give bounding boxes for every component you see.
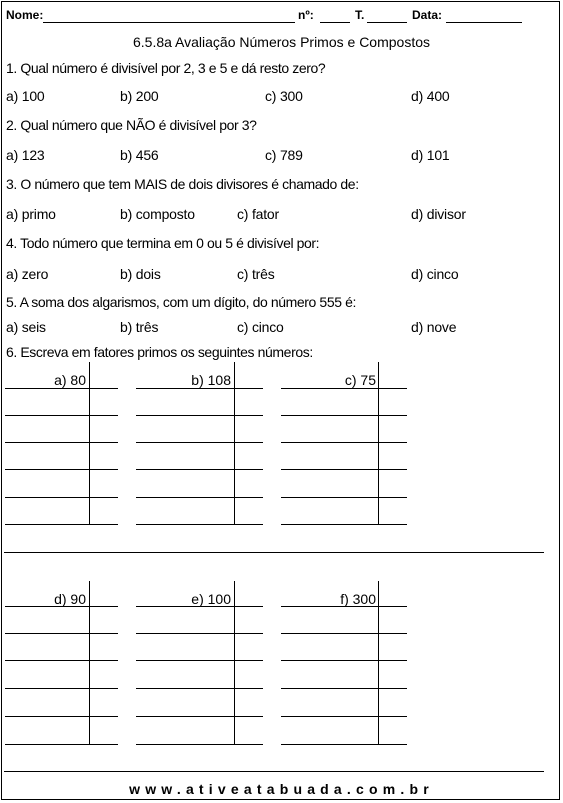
- factor-grid-vertical-line: [234, 362, 235, 524]
- factor-grid-answer-line[interactable]: [136, 469, 263, 470]
- factor-grid-answer-line[interactable]: [136, 442, 263, 443]
- question-4-option-c: c) três: [237, 266, 275, 282]
- footer-url: www.ativeatabuada.com.br: [129, 781, 434, 797]
- question-3-option-d: d) divisor: [411, 206, 466, 222]
- factor-grid-answer-line[interactable]: [281, 442, 407, 443]
- question-1-option-a: a) 100: [6, 88, 45, 104]
- question-2-option-a: a) 123: [6, 147, 45, 163]
- factor-grid-answer-line[interactable]: [136, 744, 263, 745]
- factor-grid-answer-line[interactable]: [281, 524, 407, 525]
- factor-grid-answer-line[interactable]: [136, 497, 263, 498]
- question-5-option-a: a) seis: [6, 319, 46, 335]
- factor-grid-answer-line[interactable]: [5, 524, 118, 525]
- question-3-text: 3. O número que tem MAIS de dois divisores é chamado de:: [6, 176, 359, 192]
- question-2-option-b: b) 456: [120, 147, 159, 163]
- factor-label-f: f) 300: [340, 591, 376, 607]
- factor-grid-answer-line[interactable]: [5, 497, 118, 498]
- factor-grid-answer-line[interactable]: [136, 660, 263, 661]
- number-label: nº:: [298, 8, 314, 22]
- question-5-option-c: c) cinco: [237, 319, 284, 335]
- factor-grid-answer-line[interactable]: [136, 606, 263, 607]
- name-label: Nome:: [6, 8, 44, 22]
- class-field-line[interactable]: [367, 22, 407, 23]
- factor-grid-answer-line[interactable]: [136, 388, 263, 389]
- question-2-option-c: c) 789: [265, 147, 303, 163]
- factor-label-d: d) 90: [54, 591, 86, 607]
- question-5-text: 5. A soma dos algarismos, com um dígito, do número 555 é:: [6, 294, 356, 310]
- question-3-option-b: b) composto: [120, 206, 195, 222]
- question-1-option-d: d) 400: [411, 88, 450, 104]
- factor-grid-answer-line[interactable]: [5, 469, 118, 470]
- question-1-text: 1. Qual número é divisível por 2, 3 e 5 e dá resto zero?: [6, 60, 326, 76]
- question-5-option-d: d) nove: [411, 319, 457, 335]
- factor-grid-answer-line[interactable]: [281, 415, 407, 416]
- factor-label-e: e) 100: [191, 591, 231, 607]
- question-4-option-a: a) zero: [6, 266, 49, 282]
- question-1-option-b: b) 200: [120, 88, 159, 104]
- factor-grid-answer-line[interactable]: [5, 633, 118, 634]
- factor-grid-answer-line[interactable]: [5, 442, 118, 443]
- class-label: T.: [355, 8, 365, 22]
- date-field-line[interactable]: [446, 22, 522, 23]
- question-6-text: 6. Escreva em fatores primos os seguintes números:: [6, 344, 313, 360]
- section-divider: [4, 552, 544, 553]
- question-4-option-b: b) dois: [120, 266, 161, 282]
- factor-grid-answer-line[interactable]: [136, 688, 263, 689]
- date-label: Data:: [412, 8, 443, 22]
- factor-grid-vertical-line: [89, 362, 90, 524]
- factor-grid-answer-line[interactable]: [136, 415, 263, 416]
- factor-grid-answer-line[interactable]: [281, 688, 407, 689]
- factor-grid-answer-line[interactable]: [5, 606, 118, 607]
- question-5-option-b: b) três: [120, 319, 159, 335]
- question-4-text: 4. Todo número que termina em 0 ou 5 é divisível por:: [6, 235, 320, 251]
- factor-grid-answer-line[interactable]: [281, 497, 407, 498]
- factor-grid-vertical-line: [378, 362, 379, 524]
- factor-grid-answer-line[interactable]: [5, 744, 118, 745]
- factor-label-b: b) 108: [191, 372, 231, 388]
- factor-grid-answer-line[interactable]: [281, 716, 407, 717]
- factor-grid-answer-line[interactable]: [281, 606, 407, 607]
- question-2-option-d: d) 101: [411, 147, 450, 163]
- question-3-option-c: c) fator: [237, 206, 279, 222]
- factor-grid-answer-line[interactable]: [5, 688, 118, 689]
- question-1-option-c: c) 300: [265, 88, 303, 104]
- question-4-option-d: d) cinco: [411, 266, 459, 282]
- name-field-line[interactable]: [43, 22, 295, 23]
- factor-grid-answer-line[interactable]: [281, 660, 407, 661]
- factor-grid-answer-line[interactable]: [136, 633, 263, 634]
- footer-divider: [4, 771, 544, 772]
- factor-label-c: c) 75: [344, 372, 376, 388]
- factor-label-a: a) 80: [54, 372, 86, 388]
- factor-grid-answer-line[interactable]: [5, 388, 118, 389]
- factor-grid-answer-line[interactable]: [136, 524, 263, 525]
- factor-grid-answer-line[interactable]: [5, 660, 118, 661]
- factor-grid-answer-line[interactable]: [5, 415, 118, 416]
- factor-grid-answer-line[interactable]: [281, 744, 407, 745]
- number-field-line[interactable]: [320, 22, 350, 23]
- factor-grid-answer-line[interactable]: [281, 469, 407, 470]
- factor-grid-answer-line[interactable]: [281, 388, 407, 389]
- factor-grid-answer-line[interactable]: [281, 633, 407, 634]
- factor-grid-answer-line[interactable]: [136, 716, 263, 717]
- factor-grid-answer-line[interactable]: [5, 716, 118, 717]
- question-3-option-a: a) primo: [6, 206, 56, 222]
- page-title: 6.5.8a Avaliação Números Primos e Compostos: [133, 34, 430, 50]
- question-2-text: 2. Qual número que NÃO é divisível por 3?: [6, 117, 257, 133]
